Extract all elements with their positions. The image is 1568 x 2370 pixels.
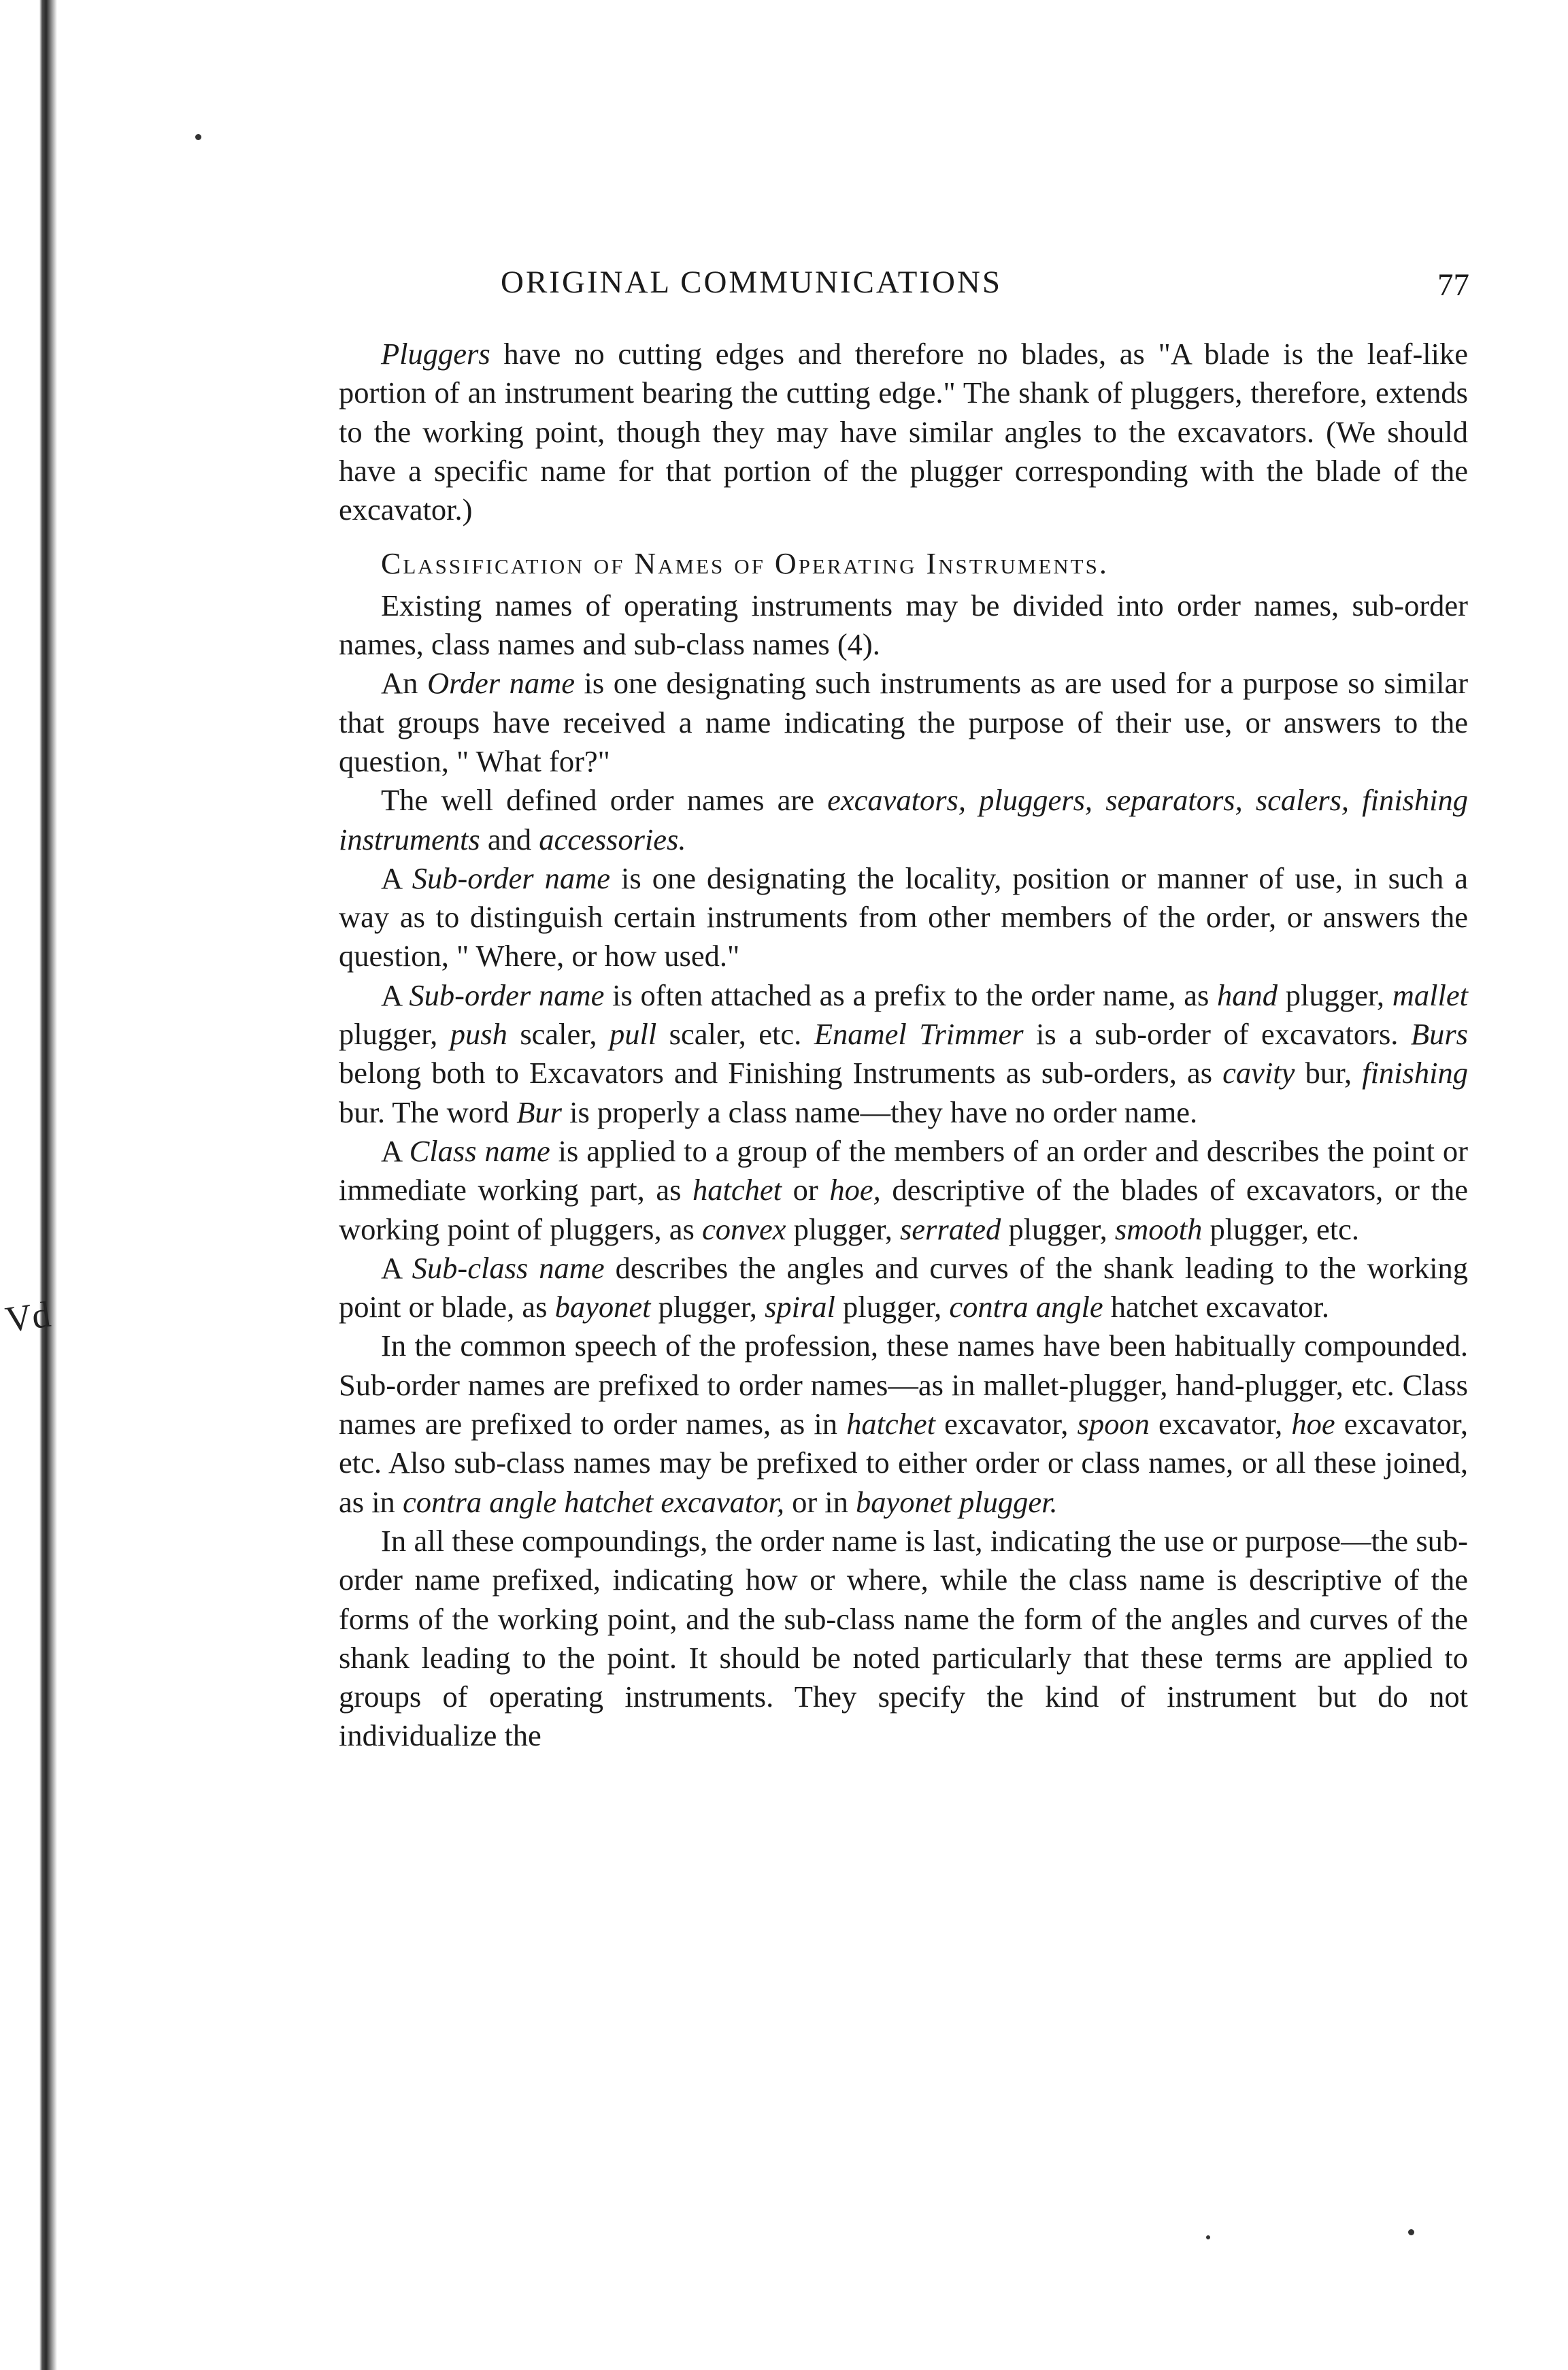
italic-term: hoe (1291, 1407, 1335, 1441)
italic-term: hoe, (829, 1173, 881, 1207)
italic-term: Pluggers (381, 337, 490, 371)
italic-term: push (450, 1017, 507, 1052)
ink-speck (195, 134, 201, 140)
italic-term: convex (701, 1212, 786, 1246)
margin-mark: Vd (3, 1293, 53, 1341)
text-run: and (480, 822, 539, 856)
text-run: plugger, (650, 1290, 765, 1324)
text-run: A (381, 861, 412, 895)
italic-term: smooth (1114, 1212, 1203, 1246)
italic-term: Burs (1410, 1017, 1468, 1052)
text-run: An (381, 666, 427, 701)
italic-term: Order name (427, 666, 575, 701)
text-run: excavator, (1149, 1407, 1292, 1441)
italic-term: cavity (1222, 1056, 1295, 1090)
text-run: plugger, etc. (1202, 1212, 1359, 1246)
paragraph (339, 586, 1468, 665)
body-text (339, 335, 1468, 1756)
text-run: In the common speech of the profession, these names have been habitually compounded. Sub-order names are prefixed to order names—as in mallet-plugger, hand-plugger, etc. Class names are prefixed to order names, as in (339, 1329, 1468, 1441)
text-run: A (381, 1133, 410, 1168)
text-run: belong both to Excavators and Finishing Instruments as sub-orders, as (339, 1056, 1223, 1090)
text-run: A (381, 1250, 412, 1285)
paragraph (339, 1522, 1468, 1756)
italic-term: hatchet (846, 1407, 936, 1441)
italic-term: Enamel Trimmer (814, 1017, 1024, 1052)
text-run: scaler, (507, 1017, 610, 1052)
text-run: Existing names of operating instruments may be divided into order names, sub-order names, class names and sub-class names (4). (339, 588, 1468, 662)
section-heading: Classification of Names of Operating Instruments. (381, 547, 1109, 581)
italic-term: contra angle (949, 1290, 1103, 1324)
ink-speck (1206, 2235, 1210, 2239)
text-run: A (381, 978, 410, 1012)
italic-term: Sub-order name (409, 978, 605, 1012)
text-run: describes the angles and curves of the shank leading to the working point or blade, as (339, 1250, 1468, 1324)
text-run: is one designating such instruments as are used for a purpose so similar that groups have received a name indicating the purpose of their use, or answers to the question, " What for?" (339, 666, 1469, 778)
text-run: scaler, etc. (656, 1017, 814, 1052)
text-run: or (782, 1173, 830, 1207)
italic-term: bayonet plugger. (856, 1484, 1058, 1519)
paragraph (339, 976, 1468, 1132)
text-run: bur, (1295, 1056, 1363, 1090)
italic-term: spoon (1077, 1407, 1150, 1441)
italic-term: spiral (765, 1290, 835, 1324)
italic-term: Sub-order name (412, 861, 610, 895)
text-run: excavator, etc. Also sub-class names may be prefixed to either order or class names, or all these joined, as in (339, 1407, 1468, 1519)
italic-term: excavators, pluggers, separators, scalers, finishing instruments (339, 783, 1468, 856)
paragraph (339, 664, 1468, 781)
paragraph (339, 859, 1468, 976)
paragraph (339, 781, 1468, 859)
text-run: plugger, (835, 1290, 950, 1324)
text-run: hatchet excavator. (1103, 1290, 1329, 1324)
text-run: is a sub-order of excavators. (1023, 1017, 1411, 1052)
italic-term: hand (1217, 978, 1278, 1012)
text-run: is one designating the locality, position or manner of use, in such a way as to distinguish certain instruments from other members of the order, or answers the question, " Where, or how used." (339, 861, 1468, 973)
text-run: or in (784, 1484, 856, 1519)
italic-term: finishing (1362, 1056, 1468, 1090)
text-run: plugger, (786, 1212, 900, 1246)
text-run: is properly a class name—they have no order name. (561, 1095, 1198, 1129)
text-run: plugger, (1278, 978, 1392, 1012)
binding-edge (0, 0, 61, 2370)
italic-term: serrated (899, 1212, 1001, 1246)
text-run: In all these compoundings, the order name is last, indicating the use or purpose—the sub-order name prefixed, indicating how or where, while the class name is descriptive of the forms of the working point, and the sub-class name the form of the angles and curves of the shank leading to the point. It should be noted particularly that these terms are applied to groups of operating instruments. They specify the kind of instrument but do not individualize the (339, 1523, 1468, 1753)
text-run: plugger, (339, 1017, 450, 1052)
italic-term: contra angle hatchet excavator, (402, 1484, 784, 1519)
text-run: is often attached as a prefix to the order name, as (604, 978, 1218, 1012)
italic-term: pull (609, 1017, 657, 1052)
text-run: is applied to a group of the members of an order and describes the point or immediate working part, as (339, 1133, 1468, 1207)
paragraph (339, 1132, 1468, 1249)
text-run: bur. The word (339, 1095, 517, 1129)
text-run: plugger, (1001, 1212, 1115, 1246)
paragraph (339, 1249, 1468, 1327)
running-head-title: ORIGINAL COMMUNICATIONS (501, 265, 1003, 300)
text-run: have no cutting edges and therefore no blades, as "A blade is the leaf-like portion of an instrument bearing the cutting edge." The shank of pluggers, therefore, extends to the working point, though they may have similar angles to the excavators. (We should have a specific name for that portion of the plugger corresponding with the blade of the excavator.) (339, 337, 1468, 527)
text-run: excavator, (935, 1407, 1078, 1441)
italic-term: Sub-class name (412, 1250, 605, 1285)
paragraph (339, 1326, 1468, 1521)
text-run: descriptive of the blades of excavators, or the working point of pluggers, as (339, 1173, 1468, 1246)
italic-term: Class name (409, 1133, 550, 1168)
text-run: The well defined order names are (381, 783, 828, 818)
paragraph (339, 335, 1468, 529)
italic-term: accessories. (539, 822, 686, 856)
running-head (340, 264, 1469, 312)
italic-term: bayonet (554, 1290, 651, 1324)
page-number: 77 (1437, 267, 1469, 303)
italic-term: hatchet (693, 1173, 782, 1207)
italic-term: mallet (1392, 978, 1468, 1012)
ink-speck (1408, 2229, 1414, 2235)
italic-term: Bur (516, 1095, 562, 1129)
